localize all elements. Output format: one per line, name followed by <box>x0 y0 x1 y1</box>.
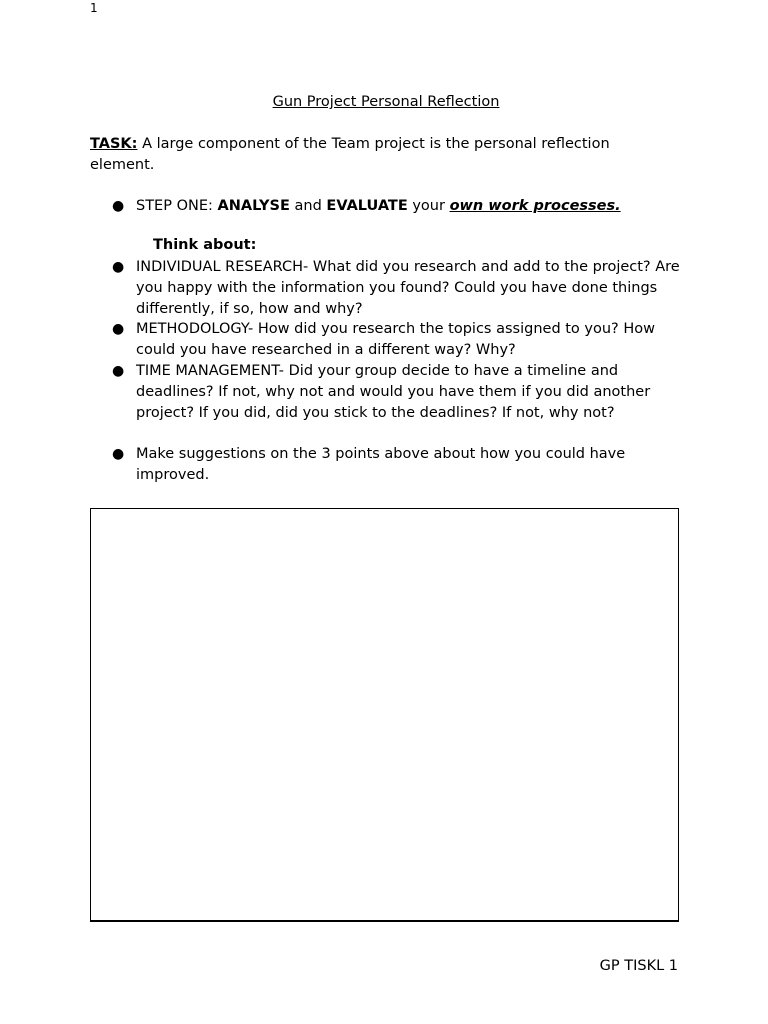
document-title: Gun Project Personal Reflection <box>272 94 500 110</box>
suggestion-list <box>90 444 680 486</box>
reflection-points-list <box>90 257 680 423</box>
suggestion-text: Make suggestions on the 3 points above about how you could have improved. <box>136 446 626 483</box>
step-one-evaluate: EVALUATE <box>326 198 408 214</box>
list-item <box>90 319 680 361</box>
bullet-icon: ● <box>112 446 125 462</box>
task-label: TASK: <box>90 136 138 152</box>
step-one-list <box>90 196 680 217</box>
step-one-analyse: ANALYSE <box>217 198 290 214</box>
list-item-step-one <box>90 196 680 217</box>
step-one-prefix: STEP ONE: <box>136 198 218 214</box>
answer-box[interactable] <box>90 508 679 922</box>
bullet-icon: ● <box>112 321 125 338</box>
task-text: A large component of the Team project is the personal reflection element. <box>90 136 610 173</box>
list-item <box>90 361 680 423</box>
point-methodology: METHODOLOGY- How did you research the topics assigned to you? How could you have researched in a different way? Why? <box>136 321 655 359</box>
bullet-icon: ● <box>112 362 125 379</box>
list-item <box>90 257 680 319</box>
task-paragraph <box>90 134 678 176</box>
step-one-your: your <box>407 198 450 214</box>
point-time-management: TIME MANAGEMENT- Did your group decide to have a timeline and deadlines? If not, why not and would you have them if you did another project? If you did, did you stick to the deadlines? If not, why not? <box>136 362 651 421</box>
list-item <box>90 444 680 486</box>
bullet-icon: ● <box>112 198 125 214</box>
think-about-heading: Think about: <box>153 237 257 253</box>
step-one-emphasis: own work processes. <box>449 198 621 214</box>
bullet-icon: ● <box>112 259 125 275</box>
page-number: 1 <box>90 1 98 15</box>
step-one-and: and <box>289 198 327 214</box>
footer-text: GP TISKL 1 <box>599 958 678 974</box>
point-individual-research: INDIVIDUAL RESEARCH- What did you research and add to the project? Are you happy with the information you found? Could you have done things differently, if so, how and why? <box>136 259 680 317</box>
